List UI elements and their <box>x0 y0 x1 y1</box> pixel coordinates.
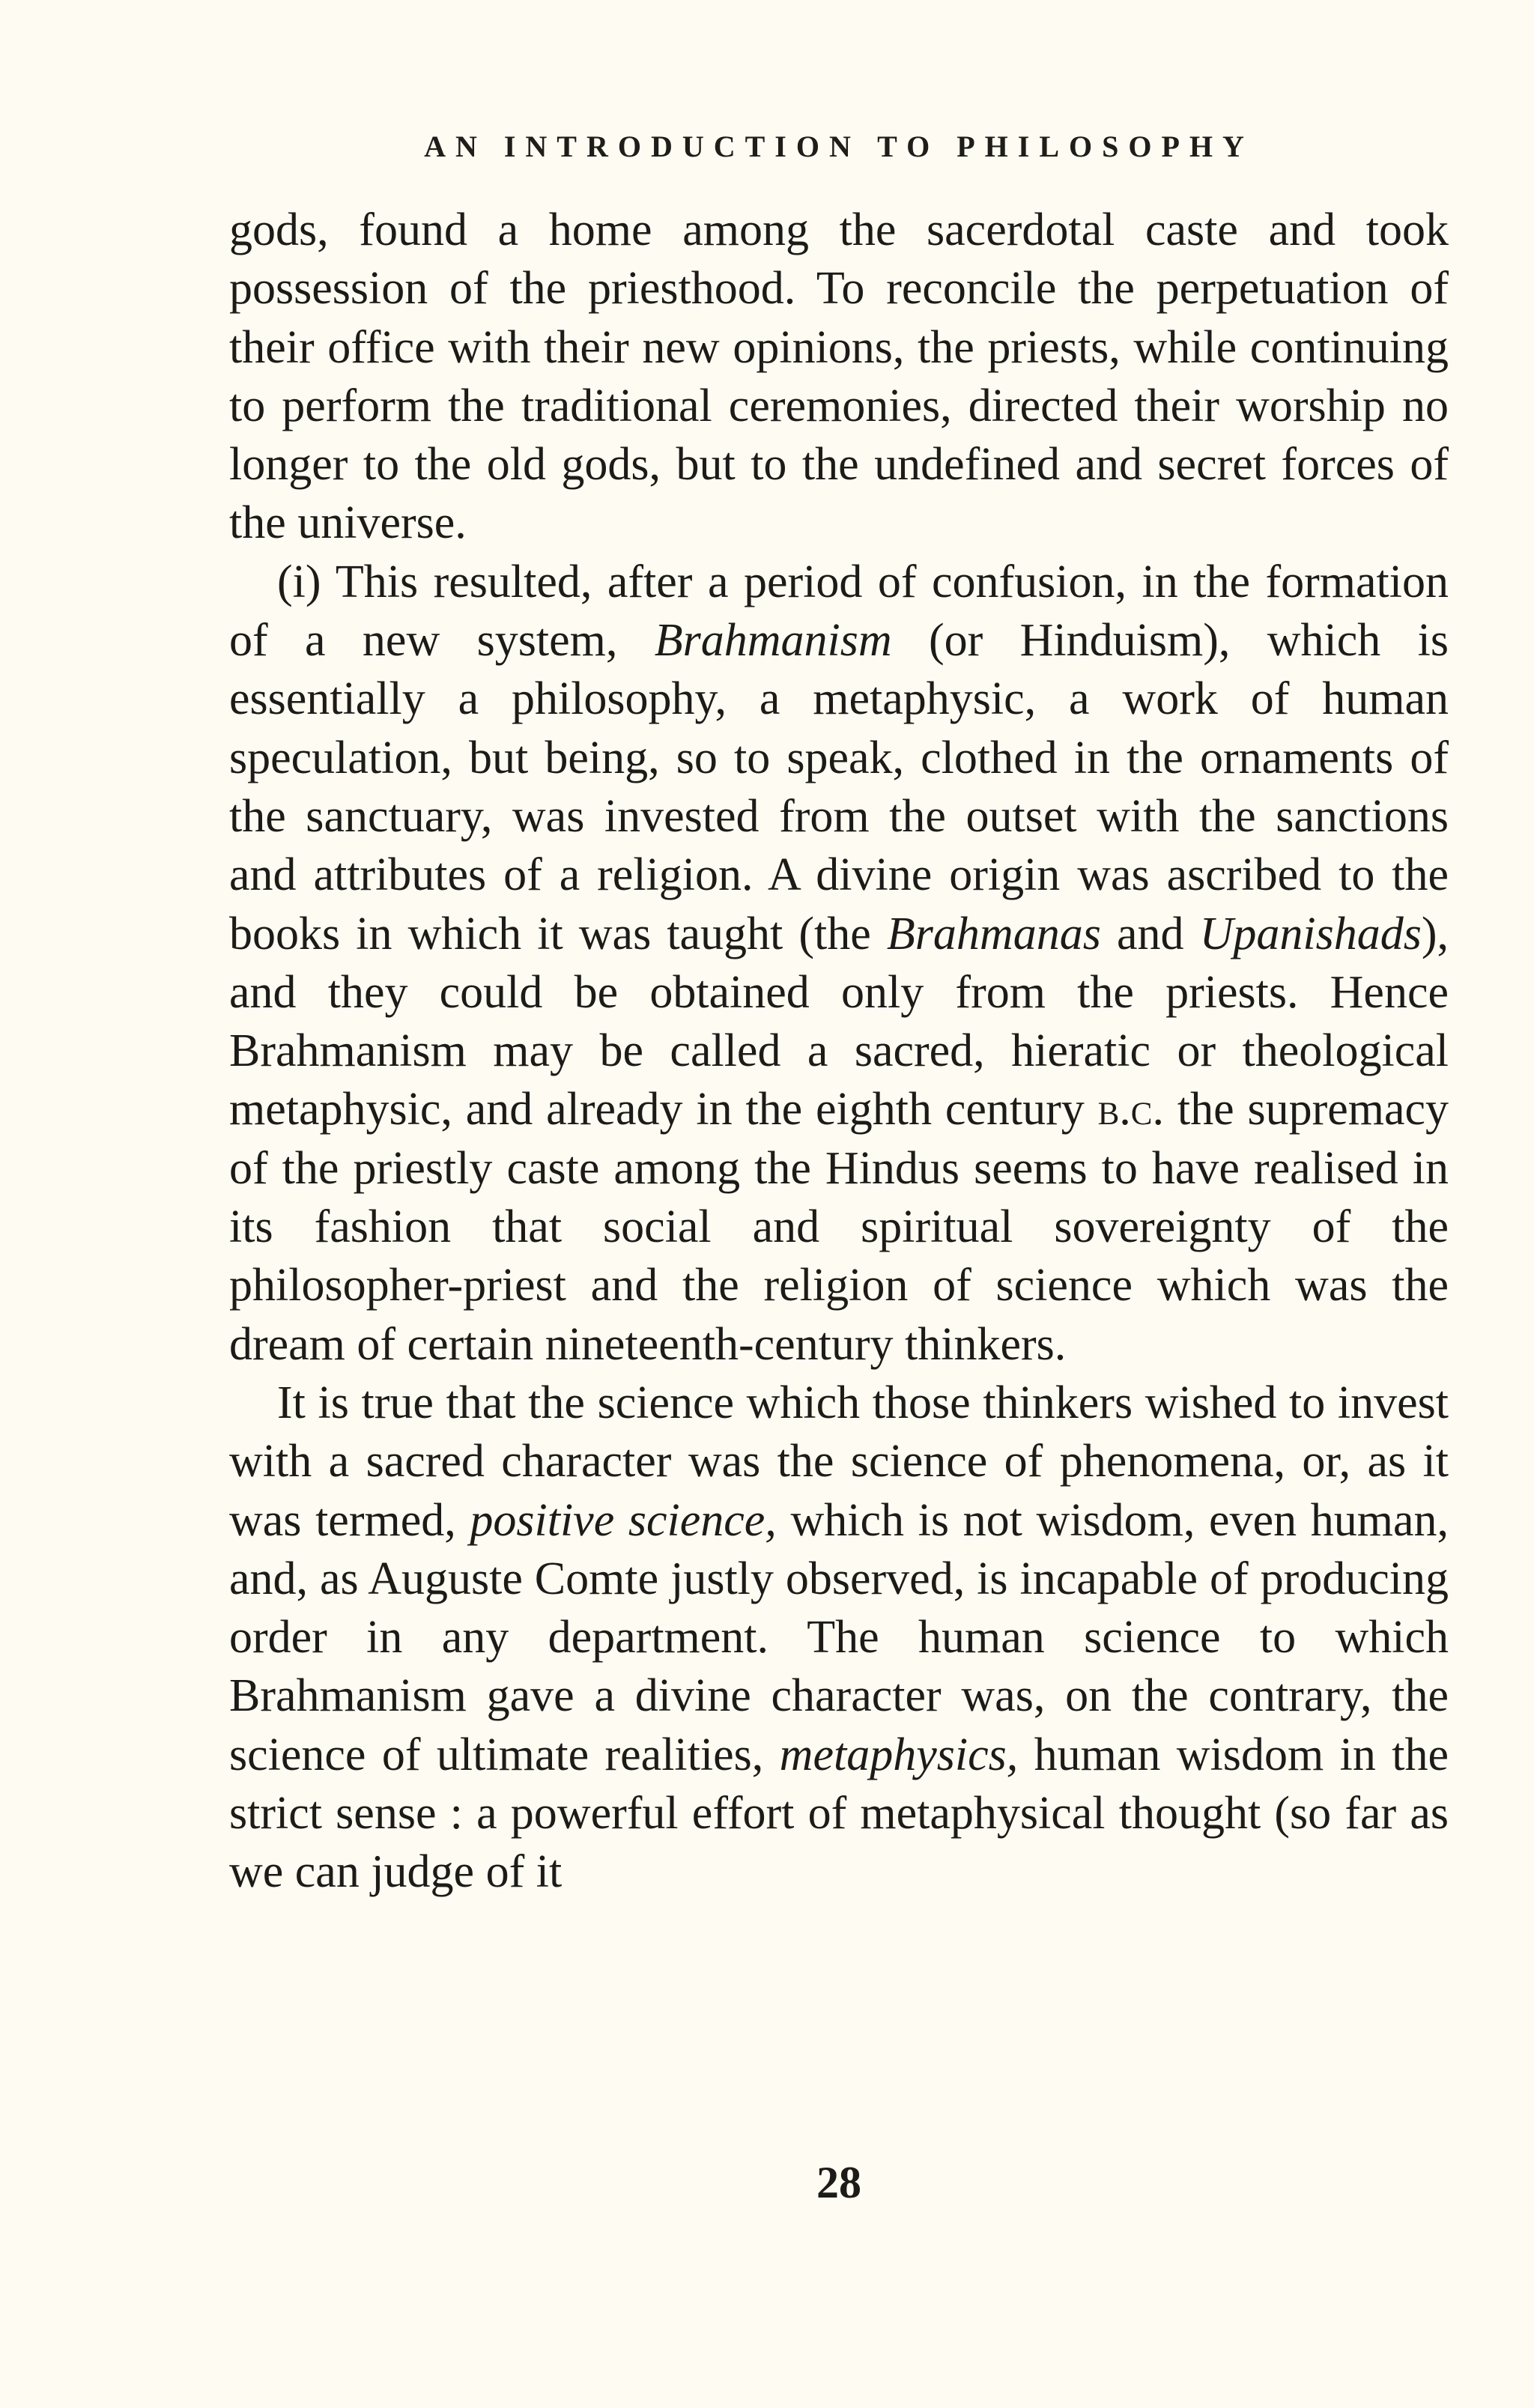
paragraph-continuation: gods, found a home among the sacerdotal caste and took possession of the priesthood. To reconcile the perpetuation of their office with their new opinions, the priests, while continuing to perform the traditional ceremonies, directed their worship no longer to the old gods, but to the undefined and secret forces of the universe. <box>229 204 1449 549</box>
italic-term-brahmanas: Brahmanas <box>886 908 1101 959</box>
italic-term-brahmanism: Brahmanism <box>654 615 892 667</box>
italic-term-metaphysics: metaphysics, <box>779 1729 1019 1780</box>
text-run: It is true that the science which those thinkers wished to invest with a sacred character was the science of phenomena, or, as it was termed, <box>229 1377 1449 1546</box>
running-head-title: AN INTRODUCTION TO PHILOSOPHY <box>424 130 1254 163</box>
italic-term-upanishads: Upanishads <box>1199 908 1422 959</box>
paragraph-science <box>229 1374 1449 1902</box>
text-run: (i) This resulted, after a period of confusion, in the formation of a new system, <box>229 556 1449 667</box>
text-run: ), and they could be obtained only from the priests. Hence Brahmanism may be called a sacred, hieratic or theological metaphysic, and already in the eighth century <box>229 908 1449 1135</box>
text-run: human wisdom in the strict sense : a powerful effort of metaphysical thought (so far as we can judge of it <box>229 1729 1449 1898</box>
era-abbreviation: b.c. <box>1097 1084 1164 1135</box>
text-run: the supremacy of the priestly caste among the Hindus seems to have realised in its fashion that social and spiritual sovereignty of the philosopher-priest and the religion of science which was the dream of certain nineteenth-century thinkers. <box>229 1084 1449 1370</box>
text-run: (or Hinduism), which is essentially a philosophy, a metaphysic, a work of human speculation, but being, so to speak, clothed in the ornaments of the sanctuary, was invested from the outset with the sanctions and attributes of a religion. A divine origin was ascribed to the books in which it was taught (the <box>229 615 1449 959</box>
text-run: and <box>1100 908 1200 959</box>
page-number: 28 <box>816 2158 861 2207</box>
italic-term-positive-science: positive science, <box>470 1494 777 1546</box>
text-run: which is not wisdom, even human, and, as Auguste Comte justly observed, is incapable of producing order in any department. The human science to which Brahmanism gave a divine character was, on the contrary, the science of ultimate realities, <box>229 1494 1449 1780</box>
body-text <box>229 201 1449 1902</box>
paragraph-brahmanism <box>229 553 1449 1374</box>
